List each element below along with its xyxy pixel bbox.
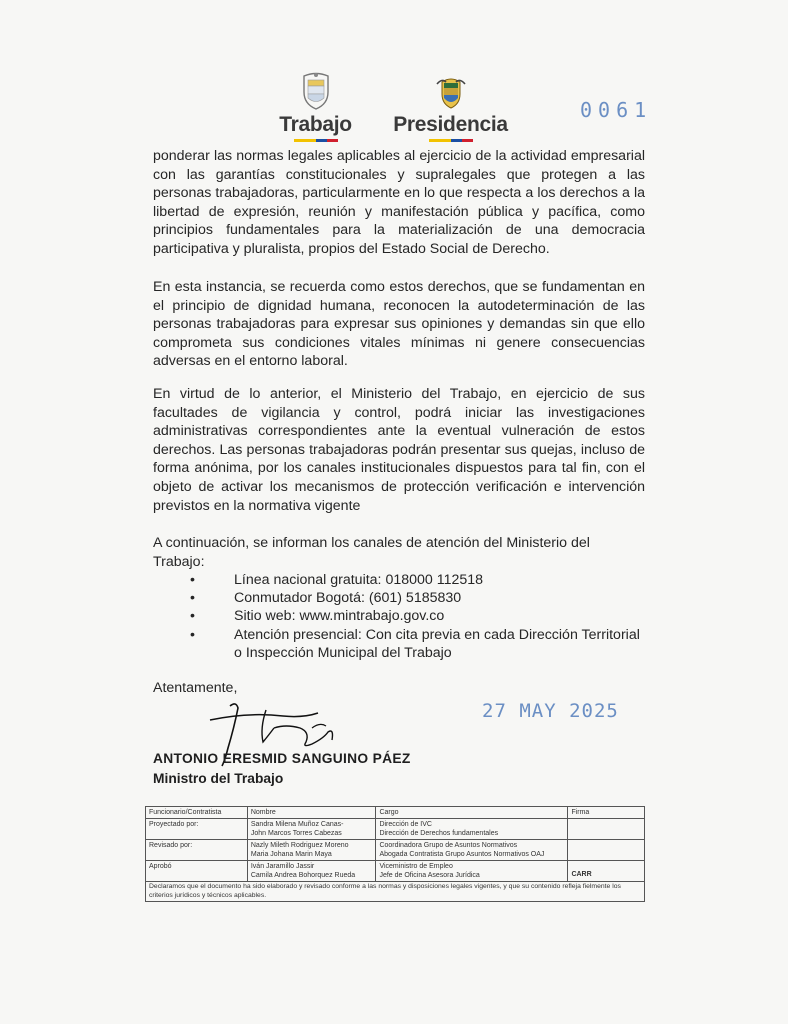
channel-switchboard: Conmutador Bogotá: (601) 5185830 bbox=[234, 590, 462, 607]
person-position: Abogada Contratista Grupo Asuntos Normativos OAJ bbox=[379, 851, 545, 858]
channel-phone: Línea nacional gratuita: 018000 112518 bbox=[234, 572, 484, 588]
channels-intro: A continuación, se informan los canales de atención del Ministerio del Trabajo: bbox=[153, 535, 590, 570]
table-header-row bbox=[146, 807, 645, 819]
trabajo-logo bbox=[268, 72, 363, 142]
approval-table bbox=[145, 806, 645, 902]
table-row bbox=[146, 861, 645, 882]
person-name: Sandra Milena Muñoz Canas- bbox=[250, 821, 344, 828]
table-cell-positions bbox=[376, 840, 568, 861]
table-header: Funcionario/Contratista bbox=[146, 807, 248, 819]
table-cell-sign bbox=[568, 840, 645, 861]
bullet-icon: • bbox=[190, 608, 195, 625]
body-paragraph: En virtud de lo anterior, el Ministerio del Trabajo, en ejercicio de sus facultades de vigilancia y control, podrá iniciar las investigaciones administrativas correspondientes ante la eventual vulneración de estos derechos. Las personas trabajadoras podrán presentar sus quejas, incluso de forma anónima, por los canales institucionales dispuestos para tal fin, con el objeto de activar los mecanismos de protección verificación e intervención previstos en la normativa vigente bbox=[153, 386, 645, 514]
presidencia-logo bbox=[388, 76, 513, 142]
table-header: Nombre bbox=[247, 807, 376, 819]
table-header: Cargo bbox=[376, 807, 568, 819]
person-position: Viceministro de Empleo bbox=[379, 863, 453, 870]
channel-website: Sitio web: www.mintrabajo.gov.co bbox=[234, 608, 445, 625]
table-cell-role: Revisado por: bbox=[146, 840, 248, 861]
table-row bbox=[146, 840, 645, 861]
table-cell-sign bbox=[568, 819, 645, 840]
person-name: Iván Jaramillo Jassir bbox=[250, 863, 315, 870]
list-item bbox=[190, 589, 650, 607]
person-position: Dirección de IVC bbox=[379, 821, 432, 828]
presidencia-logo-text: Presidencia bbox=[393, 113, 508, 136]
body-paragraph: En esta instancia, se recuerda como estos derechos, que se fundamentan en el principio de dignidad humana, reconocen la autodeterminación de las personas trabajadoras para expresar sus opiniones y demandas sin que ello comprometa sus condiciones vitales mínimas ni genere consecuencias adversas en el entorno laboral. bbox=[153, 279, 645, 370]
table-cell-positions bbox=[376, 819, 568, 840]
channels-list bbox=[190, 571, 650, 662]
channel-in-person: Atención presencial: Con cita previa en cada Dirección Territorial o Inspección Municipal del Trabajo bbox=[234, 626, 640, 661]
ministry-crest-icon bbox=[299, 72, 333, 110]
table-row bbox=[146, 882, 645, 902]
table-row bbox=[146, 819, 645, 840]
table-cell-positions bbox=[376, 861, 568, 882]
person-position: Jefe de Oficina Asesora Jurídica bbox=[379, 872, 480, 879]
date-stamp: 27 MAY 2025 bbox=[482, 700, 619, 722]
person-position: Dirección de Derechos fundamentales bbox=[379, 830, 499, 837]
person-position: Coordinadora Grupo de Asuntos Normativos bbox=[379, 842, 518, 849]
list-item bbox=[190, 571, 650, 589]
signer-name: ANTONIO ERESMID SANGUINO PÁEZ bbox=[153, 751, 411, 766]
person-name: Maria Johana Marin Maya bbox=[250, 851, 332, 858]
presidency-crest-icon bbox=[434, 76, 468, 110]
table-cell-names bbox=[247, 840, 376, 861]
signer-title: Ministro del Trabajo bbox=[153, 771, 284, 786]
radicado-number-stamp: 0061 bbox=[580, 98, 653, 122]
declaration-note: Declaramos que el documento ha sido elaborado y revisado conforme a las normas y disposiciones legales vigentes, y que su contenido refleja fielmente los criterios jurídicos y técnicos aplicables. bbox=[146, 882, 645, 902]
person-name: Nazly Mileth Rodriguez Moreno bbox=[250, 842, 349, 849]
list-item bbox=[190, 607, 650, 625]
table-cell-names bbox=[247, 819, 376, 840]
bullet-icon: • bbox=[190, 626, 195, 643]
tricolor-bar bbox=[429, 139, 473, 142]
body-paragraph: ponderar las normas legales aplicables al ejercicio de la actividad empresarial con las garantías constitucionales y supralegales que protegen a las personas trabajadoras, particularmente en lo que respecta a los derechos a la libertad de expresión, reunión y manifestación pública y pacífica, como principios fundamentales para la materialización de una democracia participativa y pluralista, propios del Estado Social de Derecho. bbox=[153, 148, 645, 257]
trabajo-logo-text: Trabajo bbox=[279, 113, 352, 136]
table-cell-sign bbox=[568, 861, 645, 882]
bullet-icon: • bbox=[190, 590, 195, 607]
person-name: Camila Andrea Bohorquez Rueda bbox=[250, 872, 356, 879]
table-cell-names bbox=[247, 861, 376, 882]
list-item bbox=[190, 626, 650, 662]
table-cell-role: Proyectado por: bbox=[146, 819, 248, 840]
table-header: Firma bbox=[568, 807, 645, 819]
closing-salutation: Atentamente, bbox=[153, 680, 238, 696]
person-name: John Marcos Torres Cabezas bbox=[250, 830, 342, 837]
table-cell-role: Aprobó bbox=[146, 861, 248, 882]
bullet-icon: • bbox=[190, 572, 195, 588]
initials-mark: CARR bbox=[571, 871, 592, 878]
tricolor-bar bbox=[294, 139, 338, 142]
